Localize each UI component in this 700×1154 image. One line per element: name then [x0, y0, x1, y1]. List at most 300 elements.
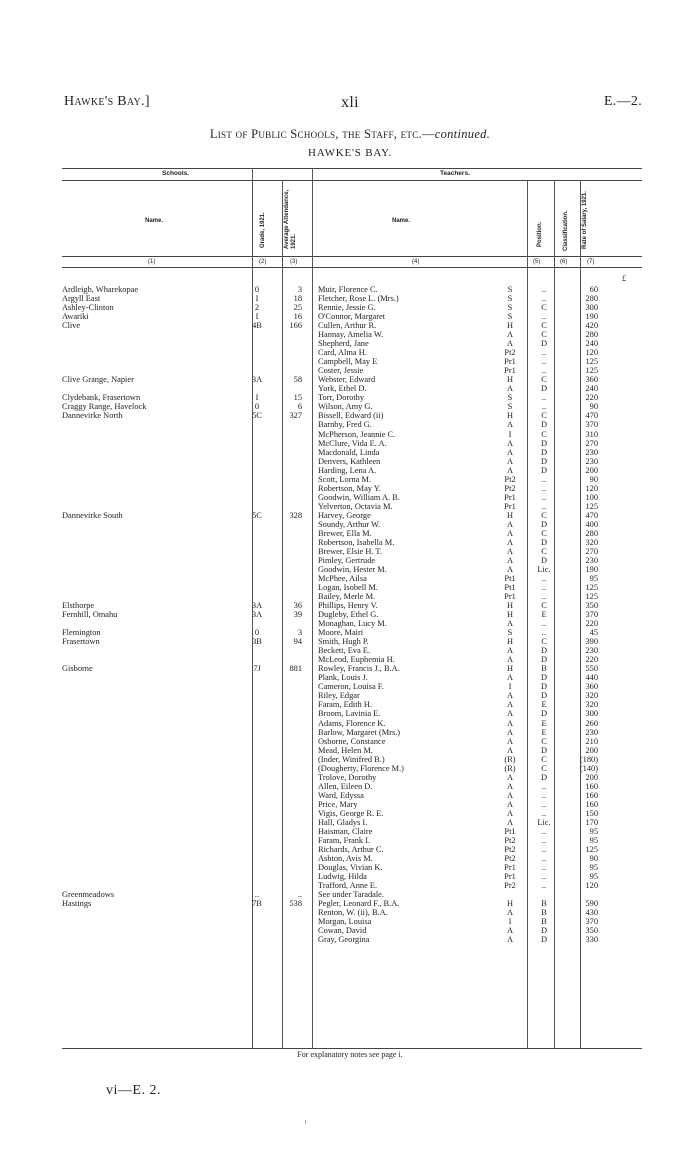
salary-cell: 120	[585, 348, 598, 358]
classification-cell: D	[540, 673, 548, 683]
classification-cell: ..	[541, 881, 547, 891]
position-cell: Pr1	[504, 492, 516, 502]
teacher-name-cell: Monaghan, Lucy M.	[318, 619, 387, 629]
teacher-name-cell: McPherson, Jeannie C.	[318, 429, 396, 439]
teacher-name-cell: (Dougherty, Florence M.)	[318, 763, 404, 773]
classification-cell: E	[541, 700, 547, 710]
teacher-name-cell: Fletcher, Rose L. (Mrs.)	[318, 294, 399, 304]
teacher-name-cell: Coster, Jessie	[318, 366, 364, 376]
salary-cell: 260	[585, 718, 598, 728]
salary-cell: 320	[585, 700, 598, 710]
teacher-name-cell: Brewer, Ella M.	[318, 528, 372, 538]
school-name-cell: Clydebank, Frasertown	[62, 393, 141, 403]
salary-cell: 210	[585, 736, 598, 746]
school-name-cell: Craggy Range, Havelock	[62, 402, 147, 412]
table-row	[62, 890, 642, 899]
col-number-6: (6)	[560, 259, 568, 265]
table-row	[62, 430, 642, 439]
salary-cell: 350	[585, 926, 598, 936]
classification-cell: C	[541, 303, 547, 313]
salary-cell: 330	[585, 935, 598, 945]
attendance-cell: 94	[293, 637, 302, 647]
salary-cell: 280	[585, 528, 598, 538]
teacher-name-cell: Cameron, Louisa F.	[318, 682, 384, 692]
position-cell: A	[506, 736, 514, 746]
table-row	[62, 809, 642, 818]
table-row	[62, 664, 642, 673]
salary-cell: 230	[585, 447, 598, 457]
teacher-name-cell: Rowley, Francis J., B.A.	[318, 664, 400, 674]
school-name-cell: Awariki	[62, 312, 89, 322]
teacher-name-cell: McClure, Vida E. A.	[318, 438, 387, 448]
grade-cell: 3A	[251, 375, 263, 385]
salary-cell: (140)	[579, 763, 598, 773]
grade-cell: 3B	[252, 637, 262, 647]
position-cell: A	[506, 817, 514, 827]
classification-cell: D	[540, 384, 548, 394]
grade-cell: 0	[254, 628, 260, 638]
teacher-name-cell: York, Ethel D.	[318, 384, 367, 394]
salary-cell: 440	[585, 673, 598, 683]
report-code: E.—2.	[603, 94, 642, 109]
classification-cell: D	[540, 935, 548, 945]
bottom-rule	[62, 1048, 642, 1049]
salary-cell: 370	[585, 917, 598, 927]
table-row	[62, 782, 642, 791]
position-cell: Pr1	[504, 872, 516, 882]
classification-cell: ..	[541, 492, 547, 502]
table-row	[62, 601, 642, 610]
attendance-cell: 328	[289, 510, 302, 520]
salary-cell: 160	[585, 799, 598, 809]
classification-cell: C	[541, 330, 547, 340]
table-row	[62, 529, 642, 538]
position-cell: A	[506, 528, 514, 538]
table-row	[62, 655, 642, 664]
salary-cell: 360	[585, 682, 598, 692]
salary-cell: 160	[585, 790, 598, 800]
position-cell: A	[506, 519, 514, 529]
position-cell: S	[507, 402, 513, 412]
teacher-name-cell: Yelverton, Octavia M.	[318, 501, 393, 511]
table-row	[62, 628, 642, 637]
title-continued: continued.	[434, 127, 491, 141]
classification-cell: D	[540, 709, 548, 719]
position-cell: A	[506, 709, 514, 719]
classification-cell: ..	[541, 501, 547, 511]
classification-cell: D	[540, 655, 548, 665]
grade-header: Grade, 1921.	[260, 212, 266, 248]
position-cell: I	[508, 917, 512, 927]
position-cell: A	[506, 790, 514, 800]
position-cell: Pt2	[504, 474, 516, 484]
grade-cell: 7B	[252, 899, 262, 909]
salary-cell: 400	[585, 519, 598, 529]
teacher-name-cell: Shepherd, Jane	[318, 339, 369, 349]
attendance-cell: 36	[293, 601, 302, 611]
teacher-name-cell: Morgan, Louisa	[318, 917, 372, 927]
classification-cell: ..	[541, 835, 547, 845]
classification-cell: ..	[541, 844, 547, 854]
teacher-name-cell: Cullen, Arthur R.	[318, 321, 377, 331]
position-cell: A	[506, 808, 514, 818]
position-header: Position.	[537, 221, 543, 247]
teacher-name-cell: Allen, Eileen D.	[318, 781, 373, 791]
position-cell: S	[507, 303, 513, 313]
table-row	[62, 285, 642, 294]
position-cell: A	[506, 555, 514, 565]
classification-cell: D	[540, 745, 548, 755]
table-row	[62, 917, 642, 926]
salary-cell: 95	[589, 863, 598, 872]
salary-cell: 45	[589, 628, 598, 638]
table-row	[62, 773, 642, 782]
classification-cell: E	[541, 610, 547, 620]
classification-cell: ..	[541, 628, 547, 638]
classification-cell: Lic.	[537, 564, 551, 574]
salary-cell: 300	[585, 303, 598, 313]
teacher-name-cell: Phillips, Henry V.	[318, 601, 378, 611]
salary-cell: 60	[589, 285, 598, 294]
teacher-name-cell: Brewer, Elsie H. T.	[318, 546, 383, 556]
teacher-name-cell: Goodwin, Hester M.	[318, 564, 387, 574]
salary-cell: 170	[585, 817, 598, 827]
position-cell: A	[506, 781, 514, 791]
teacher-name-cell: Faram, Edith H.	[318, 700, 372, 710]
table-row	[62, 339, 642, 348]
grade-cell: 7J	[253, 664, 261, 674]
position-cell: A	[506, 718, 514, 728]
salary-cell: 200	[585, 772, 598, 782]
table-row	[62, 800, 642, 809]
column-header-rule	[62, 256, 642, 257]
footnote: For explanatory notes see page i.	[297, 1050, 403, 1059]
grade-cell: 2	[254, 303, 260, 313]
table-row	[62, 556, 642, 565]
classification-cell: D	[540, 339, 548, 349]
salary-cell: 310	[585, 429, 598, 439]
salary-cell: 230	[585, 646, 598, 656]
table-row	[62, 384, 642, 393]
col-number-7: (7)	[587, 259, 595, 265]
salary-cell: 270	[585, 546, 598, 556]
position-cell: Pr1	[504, 592, 516, 602]
position-cell: A	[506, 537, 514, 547]
teacher-name-cell: Wilson, Amy G.	[318, 402, 373, 412]
salary-cell: 190	[585, 312, 598, 322]
attendance-cell: 18	[293, 294, 302, 304]
teacher-name-cell: Webster, Edward	[318, 375, 376, 385]
position-cell: A	[506, 908, 514, 918]
teacher-name-cell: Broom, Lavinia E.	[318, 709, 381, 719]
classification-cell: ..	[541, 357, 547, 367]
table-row	[62, 592, 642, 601]
table-row	[62, 583, 642, 592]
table-row	[62, 321, 642, 330]
attendance-cell: ..	[297, 890, 302, 900]
position-cell: I	[508, 682, 512, 692]
position-cell: A	[506, 799, 514, 809]
salary-cell: 150	[585, 808, 598, 818]
table-row	[62, 312, 642, 321]
salary-cell: 230	[585, 555, 598, 565]
position-cell: Pr1	[504, 863, 516, 872]
position-cell: A	[506, 691, 514, 701]
teacher-name-cell: Pimley, Gertrude	[318, 555, 376, 565]
position-cell: S	[507, 628, 513, 638]
salary-cell: 320	[585, 691, 598, 701]
district-subtitle: HAWKE'S BAY.	[307, 147, 393, 159]
salary-cell: 220	[585, 619, 598, 629]
table-row	[62, 448, 642, 457]
salary-cell: 240	[585, 339, 598, 349]
title-text: List of Public Schools, the Staff, etc.—	[209, 127, 435, 141]
classification-cell: Lic.	[537, 817, 551, 827]
teacher-name-cell: Gray, Georgina	[318, 935, 370, 945]
classification-header: Classification.	[563, 210, 569, 251]
salary-cell: 220	[585, 655, 598, 665]
school-name-header: Name.	[145, 218, 164, 224]
position-cell: H	[506, 637, 514, 647]
teacher-name-cell: Richards, Arthur C.	[318, 844, 384, 854]
classification-cell: ..	[541, 366, 547, 376]
teacher-name-cell: Harding, Lena A.	[318, 465, 377, 475]
classification-cell: C	[541, 375, 547, 385]
classification-cell: D	[540, 537, 548, 547]
classification-cell: B	[541, 917, 547, 927]
table-row	[62, 935, 642, 944]
salary-cell: 120	[585, 483, 598, 493]
table-row	[62, 728, 642, 737]
table-row	[62, 520, 642, 529]
table-row	[62, 402, 642, 411]
position-cell: A	[506, 447, 514, 457]
position-cell: S	[507, 393, 513, 403]
school-name-cell: Ashley-Clinton	[62, 303, 114, 313]
classification-cell: D	[540, 682, 548, 692]
position-cell: H	[506, 510, 514, 520]
position-cell: H	[506, 375, 514, 385]
salary-cell: 125	[585, 357, 598, 367]
teacher-name-cell: Denvers, Kathleen	[318, 456, 381, 466]
classification-cell: D	[540, 438, 548, 448]
table-row	[62, 294, 642, 303]
teacher-name-cell: Smith, Hugh P.	[318, 637, 369, 647]
classification-cell: D	[540, 465, 548, 475]
table-row	[62, 547, 642, 556]
salary-cell: 125	[585, 583, 598, 593]
position-cell: A	[506, 339, 514, 349]
teacher-name-cell: Faram, Frank I.	[318, 835, 371, 845]
page-mark	[305, 1120, 306, 1124]
teacher-name-cell: Beckett, Eva E.	[318, 646, 371, 656]
col-number-5: (5)	[533, 259, 541, 265]
school-name-cell: Clive	[62, 321, 81, 331]
classification-cell: C	[541, 321, 547, 331]
teacher-name-cell: Barlow, Margaret (Mrs.)	[318, 727, 401, 737]
position-cell: S	[507, 312, 513, 322]
table-row	[62, 330, 642, 339]
teacher-name-cell: Trafford, Anne E.	[318, 881, 378, 891]
salary-cell: (180)	[579, 754, 598, 764]
salary-cell: 125	[585, 592, 598, 602]
page-number: xli	[341, 94, 359, 111]
teacher-name-cell: Hannay, Amelia W.	[318, 330, 384, 340]
attendance-cell: 58	[293, 375, 302, 385]
running-header-left: Hawke's Bay.]	[64, 94, 150, 109]
school-name-cell: Greenmeadows	[62, 890, 115, 900]
grade-cell: I	[255, 393, 259, 403]
grade-cell: I	[255, 312, 259, 322]
position-cell: S	[507, 285, 513, 294]
school-name-cell: Gisborne	[62, 664, 93, 674]
grade-cell: 5C	[252, 411, 262, 421]
classification-cell: D	[540, 420, 548, 430]
classification-cell: D	[540, 555, 548, 565]
table-row	[62, 457, 642, 466]
position-cell: A	[506, 646, 514, 656]
table-row	[62, 511, 642, 520]
salary-cell: 220	[585, 393, 598, 403]
table-body	[62, 285, 642, 944]
teacher-name-cell: Ward, Edyssa	[318, 790, 364, 800]
teachers-group-header: Teachers.	[440, 170, 470, 177]
school-name-cell: Ardleigh, Wharekopae	[62, 285, 139, 294]
position-cell: (R)	[504, 754, 516, 764]
table-row	[62, 764, 642, 773]
classification-cell: ..	[541, 592, 547, 602]
table-row	[62, 357, 642, 366]
school-name-cell: Clive Grange, Napier	[62, 375, 134, 385]
table-row	[62, 827, 642, 836]
position-cell: A	[506, 700, 514, 710]
classification-cell: C	[541, 637, 547, 647]
salary-cell: 390	[585, 637, 598, 647]
teacher-name-cell: Vigis, George R. E.	[318, 808, 384, 818]
signature-mark: vi—E. 2.	[106, 1083, 161, 1098]
top-rule	[62, 168, 642, 169]
group-header-rule	[62, 180, 642, 181]
table-row	[62, 746, 642, 755]
classification-cell: ..	[541, 393, 547, 403]
teacher-name-cell: Logan, Isobell M.	[318, 583, 379, 593]
col-number-2: (2)	[259, 259, 267, 265]
table-row	[62, 908, 642, 917]
teacher-name-cell: Price, Mary	[318, 799, 358, 809]
classification-cell: D	[540, 772, 548, 782]
table-row	[62, 411, 642, 420]
table-title	[0, 127, 700, 142]
classification-cell: C	[541, 528, 547, 538]
classification-cell: ..	[541, 312, 547, 322]
table-row	[62, 673, 642, 682]
classification-cell: D	[540, 646, 548, 656]
classification-cell: ..	[541, 474, 547, 484]
grade-cell: 4B	[252, 321, 262, 331]
table-row	[62, 366, 642, 375]
classification-cell: ..	[541, 872, 547, 882]
attendance-cell: 39	[293, 610, 302, 620]
attendance-cell: 16	[293, 312, 302, 322]
teacher-name-cell: Haisman, Claire	[318, 826, 373, 836]
currency-symbol: £	[622, 274, 626, 283]
school-name-cell: Flemington	[62, 628, 101, 638]
table-row	[62, 863, 642, 872]
classification-cell: E	[541, 718, 547, 728]
school-name-cell: Dannevirke South	[62, 510, 123, 520]
teacher-name-cell: Ashton, Avis M.	[318, 853, 373, 863]
table-row	[62, 574, 642, 583]
table-row	[62, 682, 642, 691]
classification-cell: ..	[541, 402, 547, 412]
salary-cell: 90	[589, 474, 598, 484]
table-row	[62, 420, 642, 429]
salary-cell: 95	[589, 835, 598, 845]
salary-cell: 360	[585, 375, 598, 385]
position-cell: A	[506, 330, 514, 340]
table-row	[62, 818, 642, 827]
position-cell: A	[506, 935, 514, 945]
classification-cell: ..	[541, 483, 547, 493]
position-cell: A	[506, 465, 514, 475]
position-cell: H	[506, 664, 514, 674]
table-row	[62, 610, 642, 619]
table-row	[62, 393, 642, 402]
attendance-cell: 15	[293, 393, 302, 403]
position-cell: Pt2	[504, 853, 516, 863]
table-row	[62, 854, 642, 863]
attendance-cell: 327	[289, 411, 302, 421]
classification-cell: ..	[541, 808, 547, 818]
table-row	[62, 719, 642, 728]
table-row	[62, 737, 642, 746]
attendance-cell: 6	[297, 402, 302, 412]
position-cell: A	[506, 438, 514, 448]
teacher-name-cell: Bailey, Merle M.	[318, 592, 376, 602]
classification-cell: C	[541, 736, 547, 746]
position-cell: Pt2	[504, 844, 516, 854]
classification-cell: D	[540, 447, 548, 457]
classification-cell: ..	[541, 348, 547, 358]
table-row	[62, 872, 642, 881]
salary-cell: 470	[585, 510, 598, 520]
classification-cell: C	[541, 763, 547, 773]
school-name-cell: Elsthorpe	[62, 601, 95, 611]
table-row	[62, 502, 642, 511]
position-cell: (R)	[504, 763, 516, 773]
position-cell: A	[506, 727, 514, 737]
table-row	[62, 538, 642, 547]
teacher-name-cell: Douglas, Vivian K.	[318, 863, 383, 872]
classification-cell: ..	[541, 790, 547, 800]
classification-cell: C	[541, 601, 547, 611]
position-cell: Pt2	[504, 483, 516, 493]
salary-cell: 280	[585, 330, 598, 340]
position-cell: A	[506, 926, 514, 936]
position-cell: Pt1	[504, 826, 516, 836]
position-cell: A	[506, 772, 514, 782]
salary-cell: 160	[585, 781, 598, 791]
teacher-name-cell: Muir, Florence C.	[318, 285, 378, 294]
classification-cell: C	[541, 546, 547, 556]
salary-cell: 270	[585, 438, 598, 448]
grade-cell: 3A	[251, 601, 263, 611]
salary-cell: 120	[585, 881, 598, 891]
position-cell: H	[506, 610, 514, 620]
col-number-1: (1)	[148, 259, 156, 265]
salary-cell: 125	[585, 366, 598, 376]
teacher-name-cell: Soundy, Arthur W.	[318, 519, 381, 529]
